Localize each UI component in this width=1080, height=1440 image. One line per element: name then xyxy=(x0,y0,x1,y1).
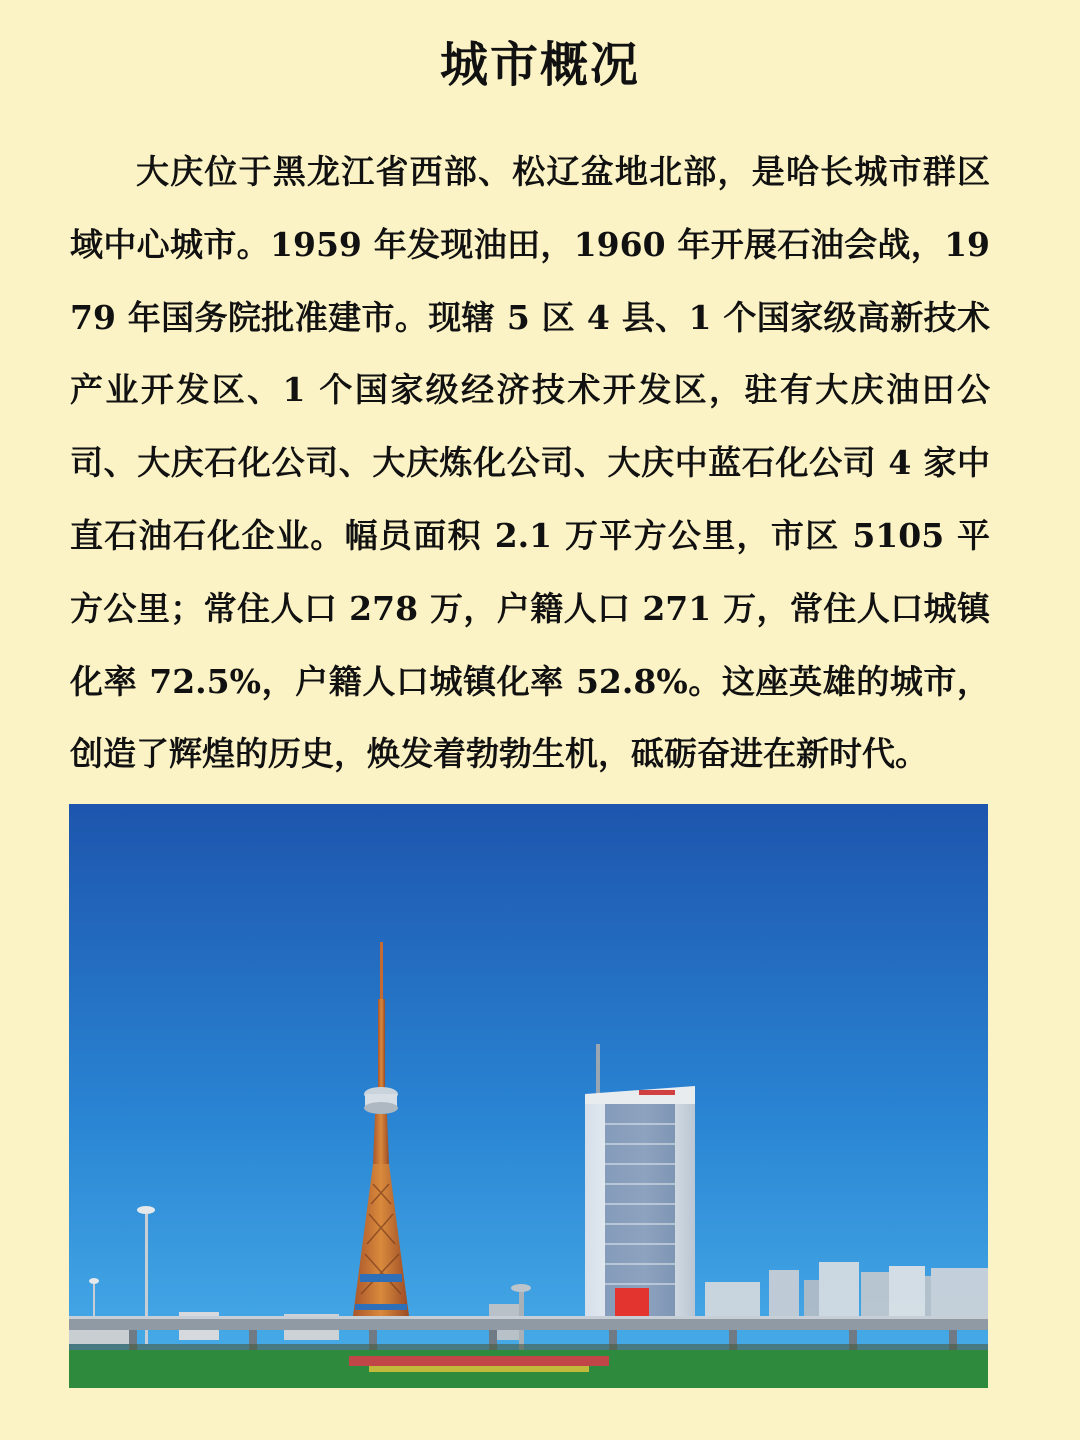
flower-bed xyxy=(349,1356,609,1366)
city-skyline-photo xyxy=(69,804,988,1388)
page-title: 城市概况 xyxy=(439,37,640,93)
intro-paragraph: 大庆位于黑龙江省西部、松辽盆地北部，是哈长城市群区域中心城市。1959 年发现油田，1960 年开展石油会战，1979 年国务院批准建市。现辖 5 区 4 县、1 个国家级高新技术产业开发区、1 个国家级经济技术开发区，驻有大庆油田公司、大庆石化公司、大庆炼化公司、大庆中蓝石化公司 4 家中直石油石化企业。幅员面积 2.1 万平方公里，市区 5105 平方公里；常住人口 278 万，户籍人口 271 万，常住人口城镇化率 72.5%，户籍人口城镇化率 52.8%。这座英雄的城市，创造了辉煌的历史，焕发着勃勃生机，砥砺奋进在新时代。 xyxy=(70,152,990,774)
skyline-illustration xyxy=(69,804,988,1388)
